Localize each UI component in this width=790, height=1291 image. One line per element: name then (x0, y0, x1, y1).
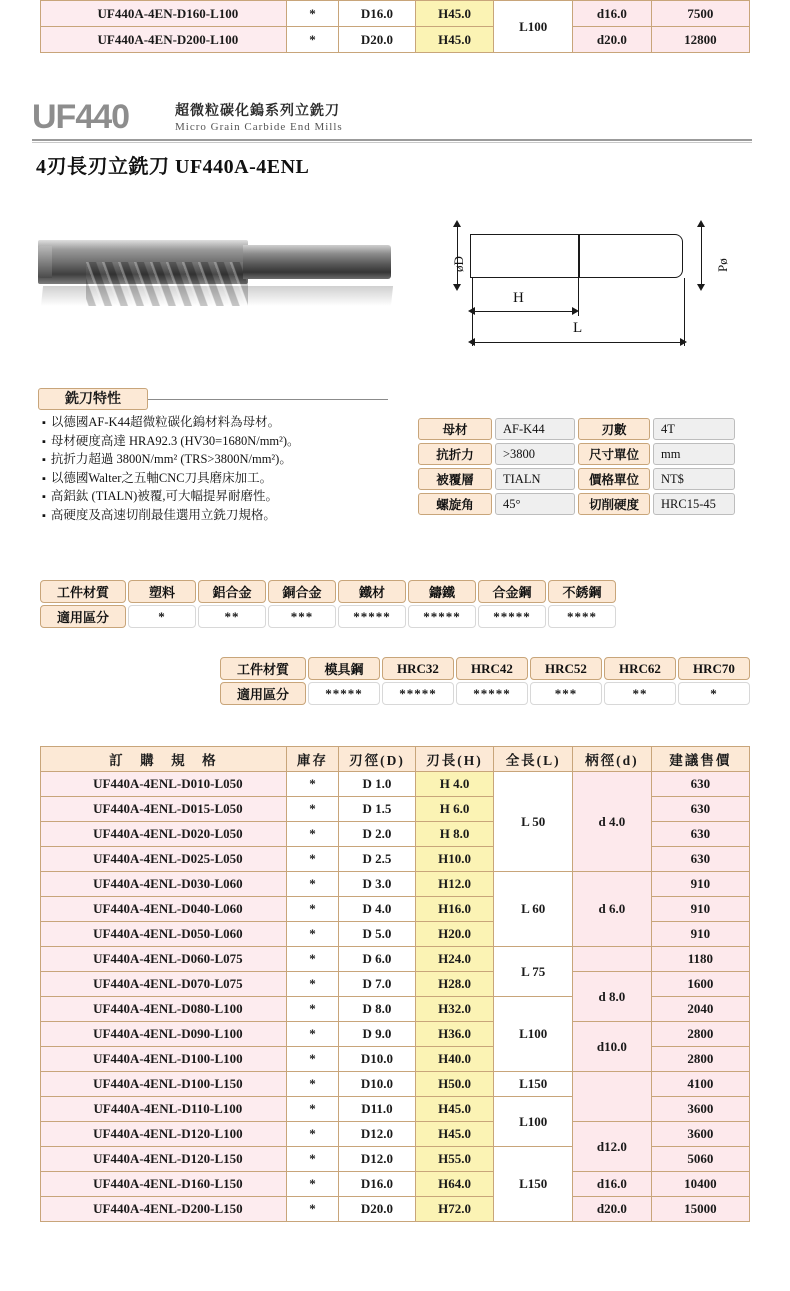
cell-overall-length: L150 (494, 1147, 573, 1222)
cell-cutting-diameter: D20.0 (339, 1197, 415, 1222)
cell-cutting-length: H45.0 (415, 1097, 494, 1122)
header-price: 建議售價 (651, 747, 749, 772)
brand-subtitle-cn: 超微粒碳化鎢系列立銑刀 (175, 104, 340, 119)
table-row (41, 1172, 750, 1197)
cell-cutting-diameter: D11.0 (339, 1097, 415, 1122)
cell-cutting-diameter: D 2.0 (339, 822, 415, 847)
diagram-l-axis (473, 342, 685, 343)
specification-table (415, 415, 738, 518)
rating-row-header: 適用區分 (220, 682, 306, 705)
table-row (418, 418, 735, 440)
cell-cutting-length: H45.0 (415, 27, 494, 53)
material-table (38, 578, 618, 630)
cell-order-code: UF440A-4ENL-D010-L050 (41, 772, 287, 797)
cell-cutting-length: H16.0 (415, 897, 494, 922)
spec-value-price-unit: NT$ (653, 468, 735, 490)
spec-key-cutting-hardness: 切削硬度 (578, 493, 650, 515)
cell-cutting-length: H20.0 (415, 922, 494, 947)
hardness-column-header: HRC32 (382, 657, 454, 680)
feature-item: ▪ 高鋁鈦 (TIALN)被覆,可大幅提昇耐磨性。 (42, 488, 402, 507)
cell-order-code: UF440A-4ENL-D060-L075 (41, 947, 287, 972)
material-column-header: 鐵材 (338, 580, 406, 603)
cell-cutting-length: H12.0 (415, 872, 494, 897)
cell-price: 2040 (651, 997, 749, 1022)
feature-item: ▪ 以德國Walter之五軸CNC刀具磨床加工。 (42, 470, 402, 489)
cell-price: 910 (651, 897, 749, 922)
cell-stock: * (286, 27, 338, 53)
rating-cell: * (128, 605, 196, 628)
cell-overall-length: L 75 (494, 947, 573, 997)
table-row (40, 605, 616, 628)
spec-value-trs: >3800 (495, 443, 575, 465)
cell-order-code: UF440A-4EN-D160-L100 (41, 1, 287, 27)
cell-cutting-length: H36.0 (415, 1022, 494, 1047)
cell-order-code: UF440A-4ENL-D120-L100 (41, 1122, 287, 1147)
table-row (41, 872, 750, 897)
dimension-diagram (415, 206, 735, 361)
diagram-h-ext-right (578, 278, 579, 316)
cell-stock: * (286, 772, 338, 797)
rating-cell: ***** (338, 605, 406, 628)
diagram-label-l: L (573, 320, 583, 336)
arrow-up-icon (697, 220, 705, 227)
spec-key-base-material: 母材 (418, 418, 492, 440)
rating-cell: ***** (382, 682, 454, 705)
cell-stock: * (286, 1022, 338, 1047)
cell-shank-diameter: d12.0 (573, 1122, 652, 1172)
header-order-code: 訂 購 規 格 (41, 747, 287, 772)
table-row (418, 443, 735, 465)
spec-value-coating: TIALN (495, 468, 575, 490)
features-heading: 銑刀特性 (38, 388, 148, 410)
cell-order-code: UF440A-4ENL-D160-L150 (41, 1172, 287, 1197)
cell-order-code: UF440A-4ENL-D110-L100 (41, 1097, 287, 1122)
brand-subtitle-en: Micro Grain Carbide End Mills (175, 121, 343, 133)
cell-cutting-diameter: D 7.0 (339, 972, 415, 997)
specification-body (418, 418, 735, 515)
diagram-label-p: Pø (715, 258, 730, 272)
workpiece-material-table-1 (38, 578, 618, 630)
cell-order-code: UF440A-4ENL-D100-L150 (41, 1072, 287, 1097)
spec-key-trs: 抗折力 (418, 443, 492, 465)
cell-cutting-diameter: D16.0 (339, 1, 415, 27)
divider (32, 142, 752, 143)
cell-cutting-length: H50.0 (415, 1072, 494, 1097)
cell-shank-diameter: d 4.0 (573, 772, 652, 872)
cell-price: 2800 (651, 1047, 749, 1072)
header-overall-length: 全長(L) (494, 747, 573, 772)
rating-cell: ***** (408, 605, 476, 628)
cell-overall-length: L100 (494, 997, 573, 1072)
cell-order-code: UF440A-4ENL-D025-L050 (41, 847, 287, 872)
cell-stock: * (286, 997, 338, 1022)
material-column-header: 塑料 (128, 580, 196, 603)
cell-price: 1180 (651, 947, 749, 972)
arrow-up-icon (453, 220, 461, 227)
product-spec-table-body (41, 772, 750, 1222)
cell-price: 910 (651, 922, 749, 947)
cell-cutting-length: H64.0 (415, 1172, 494, 1197)
product-spec-table (40, 746, 750, 1222)
photo-flute-pattern (86, 262, 248, 306)
table-row (41, 972, 750, 997)
cell-shank-diameter (573, 1072, 652, 1122)
material-column-header: 合金鋼 (478, 580, 546, 603)
diagram-shank-end (667, 234, 683, 278)
feature-item: ▪ 抗折力超過 3800N/mm² (TRS>3800N/mm²)。 (42, 451, 402, 470)
end-mill-photo (38, 218, 400, 318)
cell-price: 7500 (651, 1, 749, 27)
cell-stock: * (286, 972, 338, 997)
cell-price: 4100 (651, 1072, 749, 1097)
material-column-header: 鑄鐵 (408, 580, 476, 603)
material-row-header: 工件材質 (40, 580, 126, 603)
continued-spec-table (40, 0, 750, 53)
spec-key-helix-angle: 螺旋角 (418, 493, 492, 515)
cell-overall-length: L 50 (494, 772, 573, 872)
photo-flute-section (38, 240, 248, 284)
cell-stock: * (286, 1072, 338, 1097)
spec-value-base-material: AF-K44 (495, 418, 575, 440)
cell-cutting-diameter: D16.0 (339, 1172, 415, 1197)
cell-cutting-diameter: D 9.0 (339, 1022, 415, 1047)
cell-cutting-diameter: D 6.0 (339, 947, 415, 972)
cell-order-code: UF440A-4ENL-D070-L075 (41, 972, 287, 997)
hardness-table-body (220, 657, 750, 705)
cell-stock: * (286, 1047, 338, 1072)
cell-cutting-diameter: D10.0 (339, 1047, 415, 1072)
header-shank-diameter: 柄徑(d) (573, 747, 652, 772)
cell-shank-diameter: d16.0 (573, 1, 652, 27)
table-row (418, 493, 735, 515)
spec-key-flute-count: 刃數 (578, 418, 650, 440)
cell-price: 5060 (651, 1147, 749, 1172)
rating-cell: **** (548, 605, 616, 628)
divider (148, 399, 388, 400)
material-table-body (40, 580, 616, 628)
spec-key-coating: 被覆層 (418, 468, 492, 490)
table-header-row (41, 747, 750, 772)
cell-cutting-length: H55.0 (415, 1147, 494, 1172)
brand-header (32, 98, 752, 142)
material-column-header: 鋁合金 (198, 580, 266, 603)
table-row (41, 27, 750, 53)
arrow-down-icon (453, 284, 461, 291)
rating-cell: ***** (456, 682, 528, 705)
cell-price: 3600 (651, 1122, 749, 1147)
cell-price: 630 (651, 772, 749, 797)
hardness-column-header: HRC62 (604, 657, 676, 680)
diagram-p-axis (701, 224, 702, 288)
cell-cutting-diameter: D 5.0 (339, 922, 415, 947)
spec-value-cutting-hardness: HRC15-45 (653, 493, 735, 515)
cell-stock: * (286, 847, 338, 872)
cell-stock: * (286, 872, 338, 897)
cell-overall-length: L 60 (494, 872, 573, 947)
spec-key-price-unit: 價格單位 (578, 468, 650, 490)
cell-cutting-diameter: D 1.0 (339, 772, 415, 797)
diagram-h-ext-left (472, 278, 473, 316)
cell-shank-diameter: d16.0 (573, 1172, 652, 1197)
cell-price: 910 (651, 872, 749, 897)
table-row (41, 1122, 750, 1147)
workpiece-material-table-2 (218, 655, 752, 707)
cell-overall-length: L100 (494, 1, 573, 53)
table-row (41, 772, 750, 797)
cell-shank-diameter: d10.0 (573, 1022, 652, 1072)
cell-shank-diameter: d 8.0 (573, 972, 652, 1022)
diagram-tool-body (470, 234, 675, 278)
cell-stock: * (286, 922, 338, 947)
cell-cutting-length: H28.0 (415, 972, 494, 997)
cell-order-code: UF440A-4ENL-D030-L060 (41, 872, 287, 897)
arrow-down-icon (697, 284, 705, 291)
diagram-l-ext-right (684, 278, 685, 346)
spec-value-helix-angle: 45° (495, 493, 575, 515)
cell-cutting-diameter: D 8.0 (339, 997, 415, 1022)
cell-order-code: UF440A-4ENL-D100-L100 (41, 1047, 287, 1072)
cell-order-code: UF440A-4ENL-D040-L060 (41, 897, 287, 922)
rating-cell: ** (198, 605, 266, 628)
cell-cutting-length: H 6.0 (415, 797, 494, 822)
table-row (220, 682, 750, 705)
cell-price: 630 (651, 797, 749, 822)
cell-cutting-diameter: D12.0 (339, 1147, 415, 1172)
diagram-label-d: øD (451, 256, 466, 272)
rating-cell: *** (268, 605, 336, 628)
cell-stock: * (286, 947, 338, 972)
diagram-label-h: H (513, 290, 524, 306)
header-stock: 庫存 (286, 747, 338, 772)
rating-cell: ***** (478, 605, 546, 628)
cell-shank-diameter: d 6.0 (573, 872, 652, 947)
table-row (41, 1197, 750, 1222)
cell-price: 630 (651, 847, 749, 872)
cell-order-code: UF440A-4ENL-D080-L100 (41, 997, 287, 1022)
cell-stock: * (286, 1147, 338, 1172)
cell-cutting-diameter: D20.0 (339, 27, 415, 53)
cell-cutting-diameter: D 1.5 (339, 797, 415, 822)
cell-price: 15000 (651, 1197, 749, 1222)
table-row (41, 947, 750, 972)
product-spec-table-head (41, 747, 750, 772)
cell-stock: * (286, 797, 338, 822)
cell-cutting-length: H10.0 (415, 847, 494, 872)
cell-cutting-diameter: D 4.0 (339, 897, 415, 922)
feature-item: ▪ 以德國AF-K44超微粒碳化鎢材料為母材。 (42, 414, 402, 433)
cell-cutting-length: H45.0 (415, 1, 494, 27)
rating-cell: * (678, 682, 750, 705)
cell-shank-diameter (573, 947, 652, 972)
specification-panel (415, 415, 760, 518)
material-row-header: 工件材質 (220, 657, 306, 680)
diagram-flute-divider (578, 234, 580, 278)
table-row (41, 1, 750, 27)
features-list (42, 414, 402, 525)
cell-order-code: UF440A-4ENL-D020-L050 (41, 822, 287, 847)
cell-order-code: UF440A-4ENL-D015-L050 (41, 797, 287, 822)
table-row (41, 1022, 750, 1047)
cell-stock: * (286, 822, 338, 847)
cell-order-code: UF440A-4ENL-D120-L150 (41, 1147, 287, 1172)
cell-price: 1600 (651, 972, 749, 997)
cell-cutting-diameter: D10.0 (339, 1072, 415, 1097)
cell-cutting-length: H24.0 (415, 947, 494, 972)
diagram-l-ext-left (472, 316, 473, 346)
table-row (41, 1072, 750, 1097)
hardness-table (218, 655, 752, 707)
table-row (40, 580, 616, 603)
cell-stock: * (286, 1097, 338, 1122)
continued-spec-table-body (41, 1, 750, 53)
hardness-column-header: HRC52 (530, 657, 602, 680)
cell-stock: * (286, 897, 338, 922)
cell-order-code: UF440A-4ENL-D200-L150 (41, 1197, 287, 1222)
cell-overall-length: L150 (494, 1072, 573, 1097)
cell-cutting-diameter: D 2.5 (339, 847, 415, 872)
table-row (418, 468, 735, 490)
rating-cell: ***** (308, 682, 380, 705)
cell-price: 12800 (651, 27, 749, 53)
cell-shank-diameter: d20.0 (573, 27, 652, 53)
photo-tip (38, 246, 52, 278)
cell-price: 630 (651, 822, 749, 847)
feature-item: ▪ 高硬度及高速切削最佳選用立銑刀規格。 (42, 507, 402, 526)
hardness-column-header: 模具鋼 (308, 657, 380, 680)
rating-cell: *** (530, 682, 602, 705)
cell-price: 2800 (651, 1022, 749, 1047)
spec-value-dimension-unit: mm (653, 443, 735, 465)
brand-code: UF440 (32, 98, 130, 136)
hardness-column-header: HRC70 (678, 657, 750, 680)
cell-overall-length: L100 (494, 1097, 573, 1147)
spec-value-flute-count: 4T (653, 418, 735, 440)
cell-cutting-length: H45.0 (415, 1122, 494, 1147)
rating-cell: ** (604, 682, 676, 705)
cell-stock: * (286, 1122, 338, 1147)
cell-cutting-length: H40.0 (415, 1047, 494, 1072)
material-column-header: 銅合金 (268, 580, 336, 603)
feature-item: ▪ 母材硬度高達 HRA92.3 (HV30=1680N/mm²)。 (42, 433, 402, 452)
divider (32, 139, 752, 141)
cell-cutting-diameter: D12.0 (339, 1122, 415, 1147)
material-column-header: 不銹鋼 (548, 580, 616, 603)
cell-price: 3600 (651, 1097, 749, 1122)
photo-shank-section (243, 245, 391, 279)
cell-order-code: UF440A-4EN-D200-L100 (41, 27, 287, 53)
cell-stock: * (286, 1, 338, 27)
cell-order-code: UF440A-4ENL-D050-L060 (41, 922, 287, 947)
cell-cutting-length: H 4.0 (415, 772, 494, 797)
cell-price: 10400 (651, 1172, 749, 1197)
cell-shank-diameter: d20.0 (573, 1197, 652, 1222)
cell-stock: * (286, 1197, 338, 1222)
header-cutting-length: 刃長(H) (415, 747, 494, 772)
cell-cutting-length: H32.0 (415, 997, 494, 1022)
cell-order-code: UF440A-4ENL-D090-L100 (41, 1022, 287, 1047)
cell-cutting-length: H72.0 (415, 1197, 494, 1222)
page-title: 4刃長刃立銑刀 UF440A-4ENL (36, 156, 310, 178)
hardness-column-header: HRC42 (456, 657, 528, 680)
cell-cutting-diameter: D 3.0 (339, 872, 415, 897)
cell-stock: * (286, 1172, 338, 1197)
header-cutting-diameter: 刃徑(D) (339, 747, 415, 772)
spec-key-dimension-unit: 尺寸單位 (578, 443, 650, 465)
cell-cutting-length: H 8.0 (415, 822, 494, 847)
table-row (220, 657, 750, 680)
diagram-h-axis (473, 311, 577, 312)
rating-row-header: 適用區分 (40, 605, 126, 628)
